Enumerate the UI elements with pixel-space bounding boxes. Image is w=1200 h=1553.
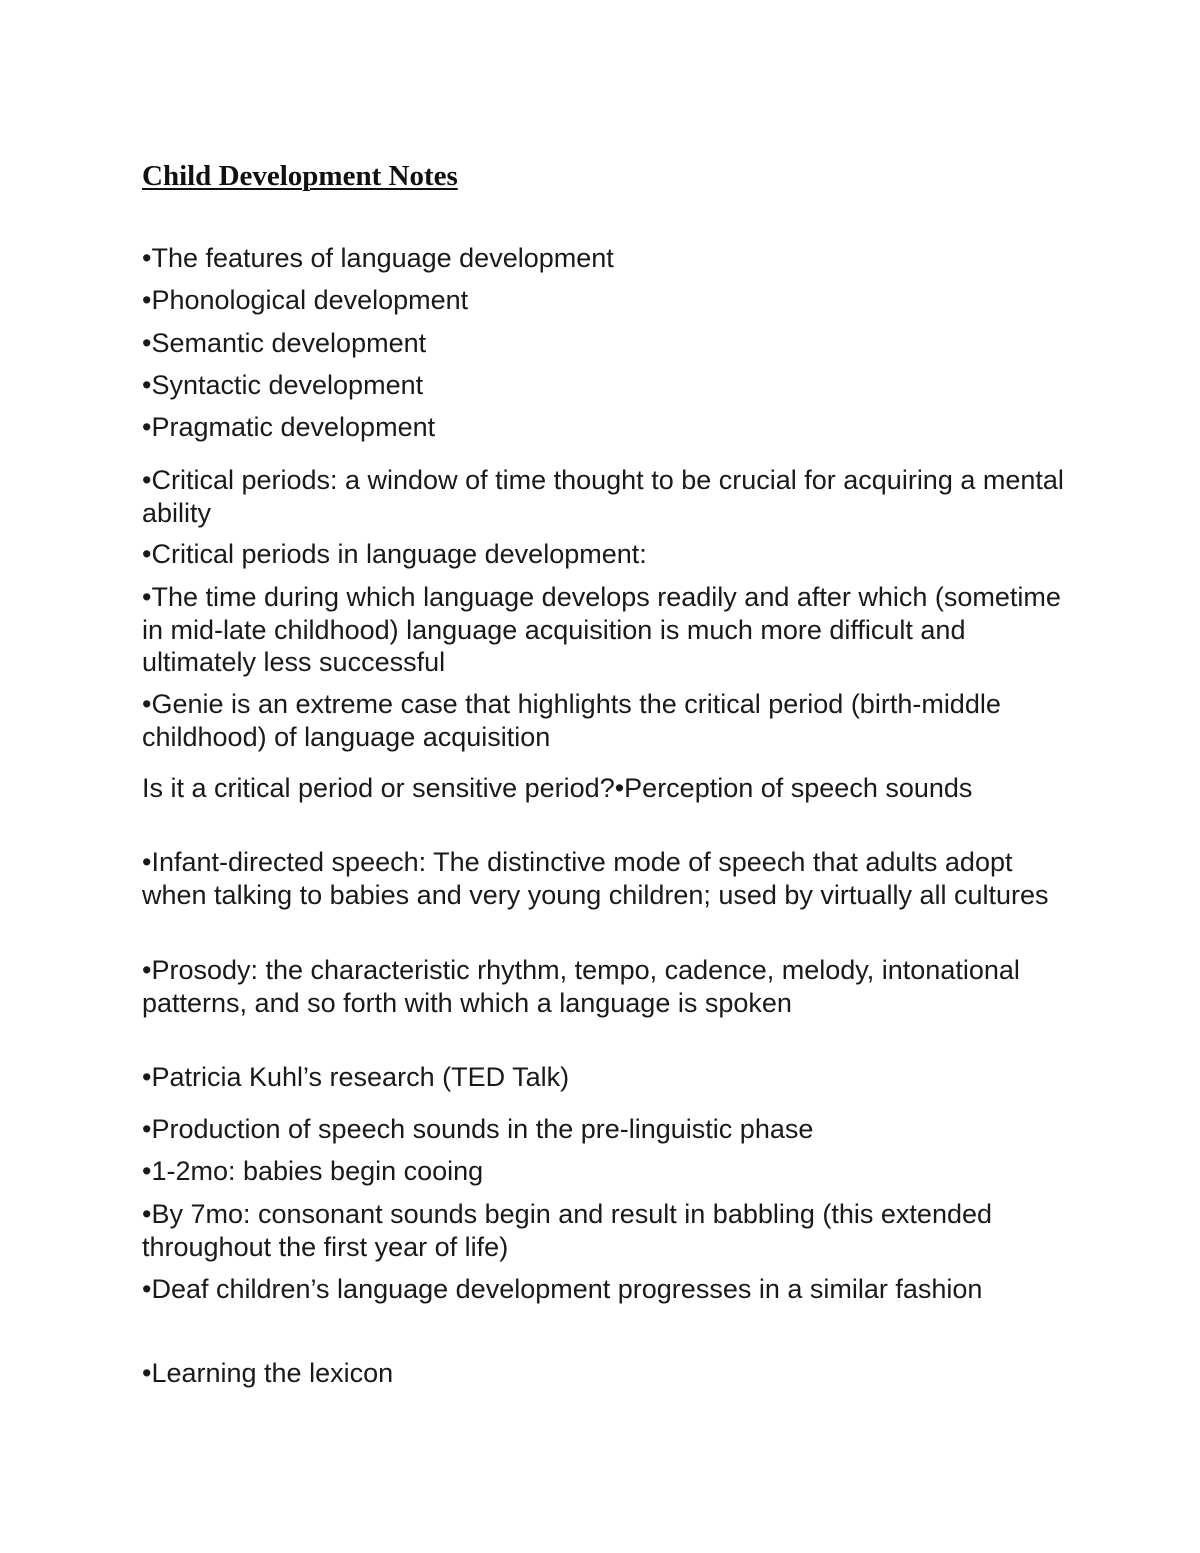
note-paragraph: •Syntactic development <box>142 370 424 400</box>
note-paragraph: Is it a critical period or sensitive period?•Perception of speech sounds <box>142 773 973 803</box>
note-paragraph: •Pragmatic development <box>142 412 436 442</box>
note-paragraph: •1-2mo: babies begin cooing <box>142 1156 484 1186</box>
note-paragraph: •The features of language development <box>142 243 614 273</box>
note-paragraph: •Production of speech sounds in the pre-linguistic phase <box>142 1114 814 1144</box>
document-title: Child Development Notes <box>142 160 458 192</box>
note-paragraph: •Prosody: the characteristic rhythm, tempo, cadence, melody, intonational patterns, and so forth with which a language is spoken <box>142 955 1020 1018</box>
note-paragraph: •Deaf children’s language development progresses in a similar fashion <box>142 1274 983 1304</box>
note-paragraph: •Critical periods in language development: <box>142 539 647 569</box>
note-paragraph: •By 7mo: consonant sounds begin and result in babbling (this extended throughout the first year of life) <box>142 1199 993 1262</box>
note-paragraph: •The time during which language develops readily and after which (sometime in mid-late childhood) language acquisition is much more difficult and ultimately less successful <box>142 582 1061 677</box>
note-paragraph: •Semantic development <box>142 328 427 358</box>
note-paragraph: •Patricia Kuhl’s research (TED Talk) <box>142 1062 570 1092</box>
note-paragraph: •Genie is an extreme case that highlights the critical period (birth-middle childhood) of language acquisition <box>142 689 1001 752</box>
note-paragraph: •Phonological development <box>142 285 469 315</box>
note-paragraph: •Infant-directed speech: The distinctive mode of speech that adults adopt when talking to babies and very young children; used by virtually all cultures <box>142 847 1049 910</box>
note-paragraph: •Learning the lexicon <box>142 1358 394 1388</box>
note-paragraph: •Critical periods: a window of time thought to be crucial for acquiring a mental ability <box>142 465 1064 528</box>
